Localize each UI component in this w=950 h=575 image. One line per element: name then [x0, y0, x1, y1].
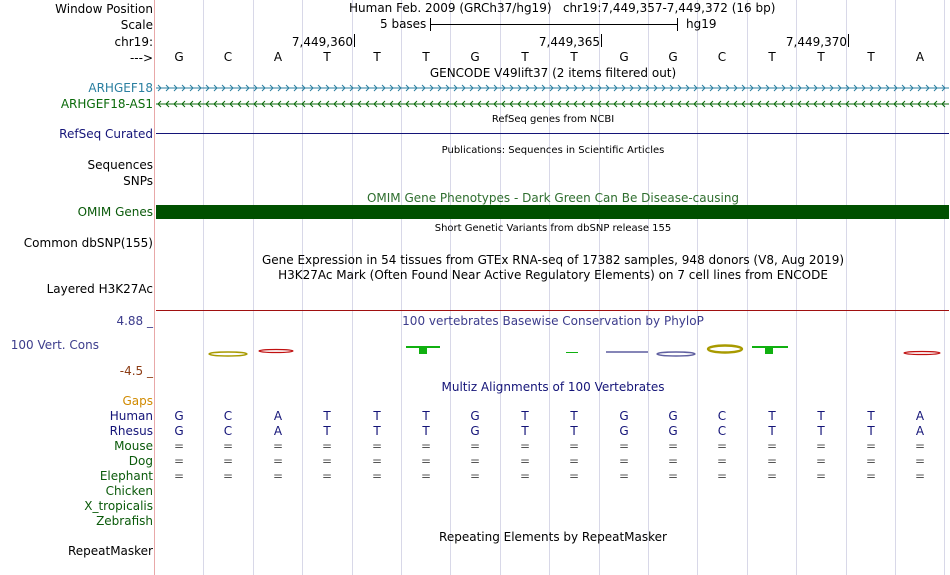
- multiz-alignment-base: =: [865, 454, 877, 468]
- publications-sequences-label[interactable]: Sequences: [87, 158, 153, 172]
- multiz-alignment-base: A: [915, 409, 925, 423]
- gene-label-arhgef18[interactable]: ARHGEF18: [88, 81, 153, 95]
- multiz-alignment-base: =: [469, 439, 481, 453]
- refseq-track-title: RefSeq genes from NCBI: [491, 114, 615, 125]
- multiz-alignment-base: =: [420, 454, 432, 468]
- sequence-base: C: [717, 50, 727, 64]
- conservation-track-title: 100 vertebrates Basewise Conservation by PhyloP: [402, 314, 704, 328]
- multiz-alignment-base: =: [272, 439, 284, 453]
- multiz-alignment-base: =: [815, 454, 827, 468]
- multiz-alignment-base: T: [373, 409, 381, 423]
- repeatmasker-track-title: Repeating Elements by RepeatMasker: [439, 530, 667, 544]
- multiz-alignment-base: =: [321, 439, 333, 453]
- multiz-alignment-base: G: [619, 424, 629, 438]
- conservation-glyph-1: [209, 352, 247, 356]
- multiz-alignment-base: T: [422, 424, 430, 438]
- multiz-alignment-base: C: [223, 409, 233, 423]
- dbsnp-track-title: Short Genetic Variants from dbSNP release 155: [434, 223, 672, 234]
- multiz-alignment-base: T: [817, 424, 825, 438]
- sequence-base: G: [174, 50, 184, 64]
- multiz-alignment-base: =: [519, 454, 531, 468]
- multiz-alignment-base: =: [568, 439, 580, 453]
- multiz-alignment-base: =: [420, 469, 432, 483]
- multiz-alignment-base: T: [867, 424, 875, 438]
- sequence-base: T: [817, 50, 825, 64]
- h3k27ac-label[interactable]: Layered H3K27Ac: [46, 282, 153, 296]
- multiz-alignment-base: A: [273, 409, 283, 423]
- multiz-species-label[interactable]: Mouse: [114, 439, 153, 453]
- scale-bar: [430, 24, 677, 25]
- multiz-alignment-base: =: [865, 469, 877, 483]
- multiz-alignment-base: C: [717, 424, 727, 438]
- scale-bar-right-tick: [677, 18, 678, 31]
- multiz-alignment-base: G: [470, 409, 480, 423]
- multiz-alignment-base: =: [815, 469, 827, 483]
- multiz-alignment-base: T: [373, 424, 381, 438]
- multiz-alignment-base: T: [867, 409, 875, 423]
- multiz-alignment-base: =: [914, 439, 926, 453]
- gtex-track-title: Gene Expression in 54 tissues from GTEx RNA-seq of 17382 samples, 948 donors (V8, Aug 2019): [261, 253, 845, 267]
- scale-bar-left-tick: [430, 18, 431, 31]
- sequence-base: G: [619, 50, 629, 64]
- gene-label-arhgef18-as1[interactable]: ARHGEF18-AS1: [60, 97, 153, 111]
- multiz-alignment-base: T: [521, 424, 529, 438]
- multiz-alignment-base: =: [519, 439, 531, 453]
- multiz-alignment-base: T: [422, 409, 430, 423]
- coord-tick-2: 7,449,365: [538, 35, 600, 49]
- multiz-alignment-base: =: [716, 454, 728, 468]
- multiz-gaps-label[interactable]: Gaps: [122, 394, 153, 408]
- sequence-base: A: [915, 50, 925, 64]
- multiz-alignment-base: T: [323, 409, 331, 423]
- multiz-alignment-base: =: [667, 439, 679, 453]
- multiz-alignment-base: =: [272, 454, 284, 468]
- multiz-alignment-base: G: [668, 409, 678, 423]
- refseq-gene-line[interactable]: [156, 133, 949, 134]
- sequence-base: T: [521, 50, 529, 64]
- conservation-label[interactable]: 100 Vert. Cons: [10, 338, 99, 352]
- multiz-alignment-base: =: [568, 454, 580, 468]
- coord-tick-mark-2: [601, 34, 602, 47]
- multiz-alignment-base: =: [815, 439, 827, 453]
- multiz-alignment-base: =: [667, 454, 679, 468]
- h3k27ac-signal-baseline: [156, 310, 949, 311]
- multiz-alignment-base: =: [222, 439, 234, 453]
- multiz-alignment-base: T: [521, 409, 529, 423]
- sequence-base: G: [470, 50, 480, 64]
- conservation-glyph-8-peak: [765, 346, 773, 354]
- repeatmasker-label[interactable]: RepeatMasker: [67, 544, 153, 558]
- multiz-species-label[interactable]: Zebrafish: [96, 514, 153, 528]
- multiz-alignment-base: G: [174, 424, 184, 438]
- sequence-base: C: [223, 50, 233, 64]
- multiz-alignment-base: G: [470, 424, 480, 438]
- h3k27ac-track-title: H3K27Ac Mark (Often Found Near Active Regulatory Elements) on 7 cell lines from ENCODE: [278, 268, 828, 282]
- multiz-alignment-base: G: [668, 424, 678, 438]
- sequence-base: T: [768, 50, 776, 64]
- multiz-alignment-base: =: [766, 439, 778, 453]
- sequence-base: T: [570, 50, 578, 64]
- multiz-alignment-base: =: [766, 454, 778, 468]
- multiz-alignment-base: =: [716, 439, 728, 453]
- multiz-alignment-base: =: [667, 469, 679, 483]
- multiz-species-label[interactable]: Chicken: [105, 484, 153, 498]
- coord-tick-3: 7,449,370: [785, 35, 847, 49]
- multiz-alignment-base: =: [371, 454, 383, 468]
- conservation-glyph-3-peak: [419, 346, 427, 354]
- coord-tick-mark-1: [354, 34, 355, 47]
- multiz-alignment-base: =: [519, 469, 531, 483]
- coord-tick-mark-3: [848, 34, 849, 47]
- multiz-alignment-base: T: [323, 424, 331, 438]
- gencode-track-title: GENCODE V49lift37 (2 items filtered out): [429, 66, 677, 80]
- multiz-alignment-base: =: [766, 469, 778, 483]
- multiz-alignment-base: =: [272, 469, 284, 483]
- multiz-alignment-base: T: [817, 409, 825, 423]
- multiz-alignment-base: =: [914, 454, 926, 468]
- multiz-alignment-base: =: [865, 439, 877, 453]
- scale-label: Scale: [120, 18, 153, 32]
- multiz-alignment-base: G: [174, 409, 184, 423]
- multiz-alignment-base: A: [915, 424, 925, 438]
- multiz-alignment-base: =: [618, 454, 630, 468]
- multiz-species-label[interactable]: Dog: [128, 454, 153, 468]
- multiz-alignment-base: =: [469, 469, 481, 483]
- multiz-alignment-base: =: [321, 454, 333, 468]
- multiz-alignment-base: =: [371, 469, 383, 483]
- multiz-alignment-base: C: [717, 409, 727, 423]
- scale-size: 5 bases: [380, 17, 427, 31]
- multiz-alignment-base: T: [768, 409, 776, 423]
- multiz-track-title: Multiz Alignments of 100 Vertebrates: [441, 380, 665, 394]
- gene-arhgef18-as1[interactable]: [156, 98, 949, 110]
- multiz-alignment-base: =: [568, 469, 580, 483]
- sequence-base: T: [373, 50, 381, 64]
- multiz-alignment-base: =: [371, 439, 383, 453]
- multiz-alignment-base: =: [321, 469, 333, 483]
- sequence-base: A: [273, 50, 283, 64]
- omim-label[interactable]: OMIM Genes: [77, 205, 153, 219]
- conservation-glyph-7: [708, 346, 742, 353]
- conservation-glyph-2: [259, 350, 293, 353]
- sequence-base: T: [422, 50, 430, 64]
- multiz-alignment-base: =: [618, 469, 630, 483]
- multiz-alignment-base: =: [173, 469, 185, 483]
- conservation-glyph-6: [657, 352, 695, 356]
- sequence-base: T: [867, 50, 875, 64]
- multiz-alignment-base: =: [173, 439, 185, 453]
- coord-tick-1: 7,449,360: [291, 35, 353, 49]
- publications-snps-label[interactable]: SNPs: [123, 174, 153, 188]
- multiz-alignment-base: =: [222, 454, 234, 468]
- multiz-alignment-base: T: [570, 424, 578, 438]
- scale-assembly: hg19: [686, 17, 717, 31]
- multiz-species-label[interactable]: Elephant: [99, 469, 153, 483]
- multiz-alignment-base: T: [570, 409, 578, 423]
- omim-track-title: OMIM Gene Phenotypes - Dark Green Can Be Disease-causing: [366, 191, 740, 205]
- conservation-glyphs: [156, 342, 949, 360]
- multiz-species-label[interactable]: X_tropicalis: [84, 499, 153, 513]
- omim-gene-bar[interactable]: [156, 205, 949, 219]
- multiz-alignment-base: G: [619, 409, 629, 423]
- conservation-glyph-9: [904, 352, 940, 355]
- multiz-alignment-base: =: [222, 469, 234, 483]
- conservation-glyph-4: [566, 352, 578, 353]
- multiz-species-label[interactable]: Human: [109, 409, 153, 423]
- conservation-ymax: 4.88 _: [116, 314, 153, 328]
- strand-label: --->: [129, 51, 153, 65]
- multiz-alignment-base: A: [273, 424, 283, 438]
- sequence-base: G: [668, 50, 678, 64]
- publications-track-title: Publications: Sequences in Scientific Articles: [441, 145, 665, 156]
- multiz-species-label[interactable]: Rhesus: [109, 424, 153, 438]
- multiz-alignment-base: =: [716, 469, 728, 483]
- multiz-alignment-base: =: [173, 454, 185, 468]
- gene-arhgef18[interactable]: [156, 82, 949, 94]
- refseq-label[interactable]: RefSeq Curated: [59, 127, 153, 141]
- window-position-value: Human Feb. 2009 (GRCh37/hg19) chr19:7,449,357-7,449,372 (16 bp): [349, 1, 776, 15]
- sequence-base: T: [323, 50, 331, 64]
- multiz-alignment-base: T: [768, 424, 776, 438]
- window-position-label: Window Position: [55, 2, 153, 16]
- multiz-alignment-base: =: [618, 439, 630, 453]
- multiz-alignment-base: =: [420, 439, 432, 453]
- label-separator: [154, 0, 155, 575]
- multiz-alignment-base: =: [469, 454, 481, 468]
- multiz-alignment-base: =: [914, 469, 926, 483]
- conservation-ymin: -4.5 _: [119, 364, 153, 378]
- multiz-alignment-base: C: [223, 424, 233, 438]
- dbsnp-label[interactable]: Common dbSNP(155): [23, 236, 153, 250]
- chrom-label: chr19:: [114, 35, 153, 49]
